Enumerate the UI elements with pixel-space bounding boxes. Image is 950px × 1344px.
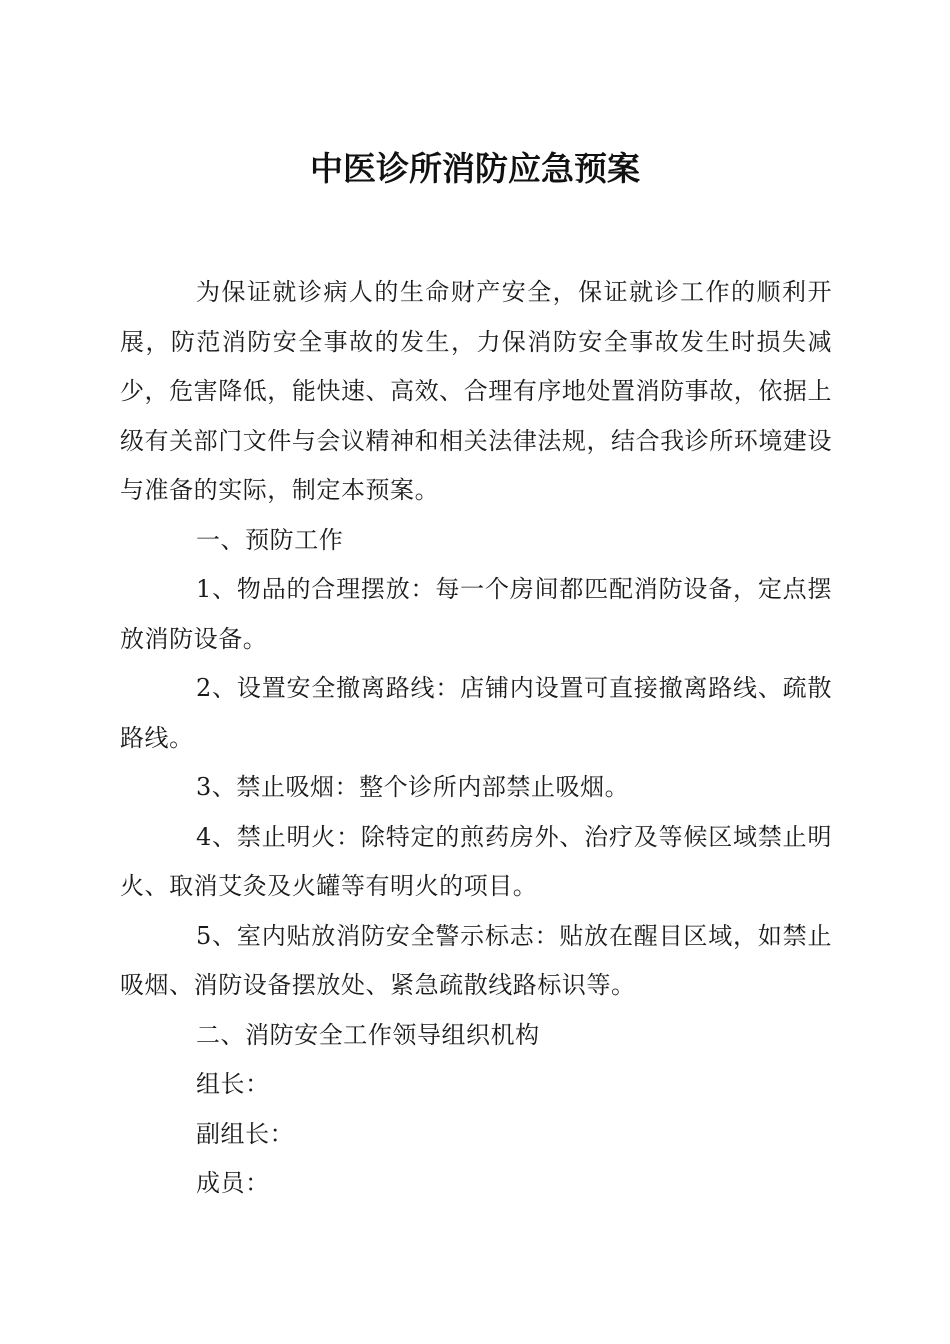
section-heading-prevention: 一、预防工作 — [196, 525, 344, 554]
deputy-leader-field: 副组长： — [196, 1119, 295, 1148]
intro-paragraph: 为保证就诊病人的生命财产安全，保证就诊工作的顺利开展，防范消防安全事故的发生，力保消防安全事故发生时损失减少，危害降低，能快速、高效、合理有序地处置消防事故，依据上级有关部门文件与会议精神和相关法律法规，结合我诊所环境建设与准备的实际，制定本预案。 — [120, 278, 832, 504]
prevention-item-3: 3、禁止吸烟：整个诊所内部禁止吸烟。 — [196, 773, 630, 801]
prevention-item-4: 4、禁止明火：除特定的煎药房外、治疗及等候区域禁止明火、取消艾灸及火罐等有明火的项目。 — [120, 822, 832, 900]
section-heading-organization: 二、消防安全工作领导组织机构 — [196, 1020, 540, 1049]
document-body — [120, 268, 832, 1209]
prevention-item-1: 1、物品的合理摆放：每一个房间都匹配消防设备，定点摆放消防设备。 — [120, 575, 832, 653]
prevention-item-5: 5、室内贴放消防安全警示标志：贴放在醒目区域，如禁止吸烟、消防设备摆放处、紧急疏散线路标识等。 — [120, 921, 832, 999]
prevention-item-2: 2、设置安全撤离路线：店铺内设置可直接撤离路线、疏散路线。 — [120, 674, 832, 752]
leader-field: 组长： — [196, 1070, 270, 1098]
members-field: 成员： — [196, 1169, 270, 1197]
document-title: 中医诊所消防应急预案 — [310, 149, 640, 188]
